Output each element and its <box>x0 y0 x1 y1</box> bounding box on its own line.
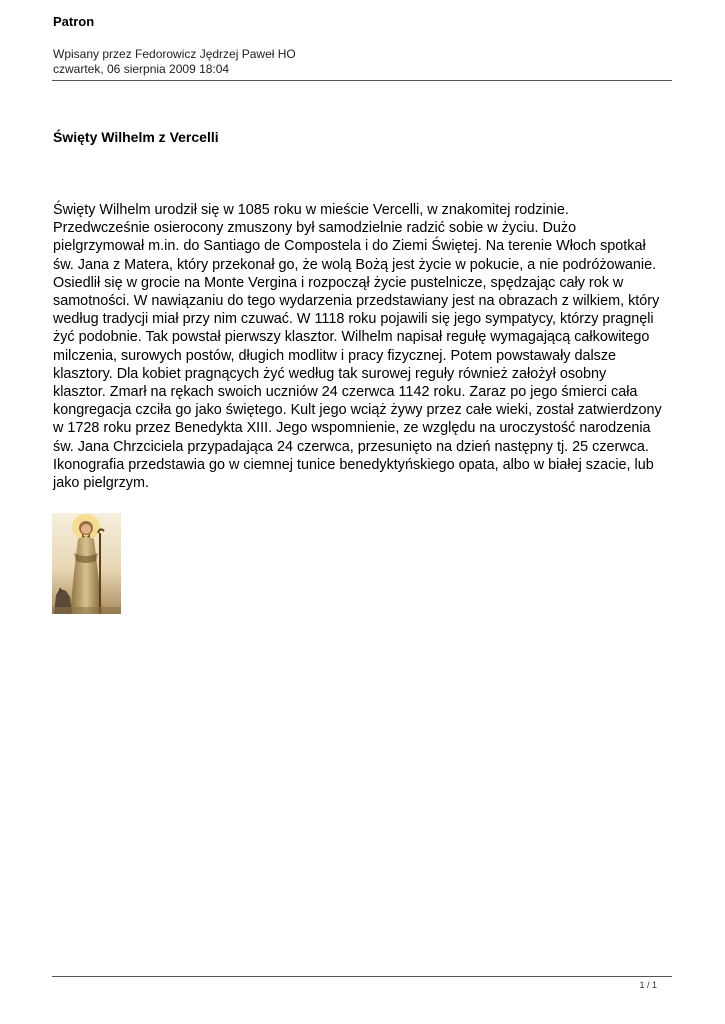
body-line: Przedwcześnie osierocony zmuszony był samodzielnie radzić sobie w życiu. Dużo <box>53 220 577 237</box>
header-divider <box>52 80 672 81</box>
body-line: w 1728 roku przez Benedykta XIII. Jego wspomnienie, ze względu na uroczystość narodzenia <box>53 420 651 437</box>
body-line: jako pielgrzym. <box>53 475 149 492</box>
document-title: Patron <box>53 14 95 29</box>
body-line: Ikonografia przedstawia go w ciemnej tunice benedyktyńskiego opata, albo w białej szacie, lub <box>53 456 654 473</box>
body-line: św. Jana Chrzciciela przypadająca 24 czerwca, przesunięto na dzień następny tj. 25 czerwca. <box>53 438 649 455</box>
author-line: Wpisany przez Fedorowicz Jędrzej Paweł HO <box>53 47 296 61</box>
page-number: 1 / 1 <box>639 980 657 990</box>
date-line: czwartek, 06 sierpnia 2009 18:04 <box>53 62 230 76</box>
article-meta <box>53 47 296 77</box>
article-title: Święty Wilhelm z Vercelli <box>53 129 219 145</box>
body-line: Osiedlił się w grocie na Monte Vergina i rozpoczął życie pustelnicze, spędzając cały rok w <box>53 274 624 291</box>
body-line: kongregacja czciła go jako świętego. Kult jego wciąż żywy przez całe wieki, został zatwierdzony <box>53 402 662 419</box>
body-line: samotności. W nawiązaniu do tego wydarzenia przedstawiany jest na obrazach z wilkiem, który <box>53 293 660 310</box>
footer-divider <box>52 976 672 977</box>
article-body <box>53 201 678 492</box>
body-line: Święty Wilhelm urodził się w 1085 roku w mieście Vercelli, w znakomitej rodzinie. <box>53 202 569 218</box>
saint-image <box>52 513 121 614</box>
body-line: pielgrzymował m.in. do Santiago de Compostela i do Ziemi Świętej. Na terenie Włoch spotkał <box>53 238 646 255</box>
body-line: milczenia, surowych postów, długich modlitw i pracy fizycznej. Potem powstawały dalsze <box>53 347 617 364</box>
body-line: klasztor. Zmarł na rękach swoich uczniów 24 czerwca 1142 roku. Zaraz po jego śmierci cała <box>53 384 638 401</box>
body-line: według tradycji miał przy nim czuwać. W 1118 roku pojawili się jego sympatycy, którzy pragnęli <box>53 311 654 328</box>
body-line: klasztory. Dla kobiet pragnących żyć według tak surowej reguły również założył osobny <box>53 365 607 382</box>
body-line: żyć podobnie. Tak powstał pierwszy klasztor. Wilhelm napisał regułę wymagającą całkowitego <box>53 329 650 346</box>
body-line: św. Jana z Matera, który przekonał go, że wolą Bożą jest życie w pokucie, a nie podróżowanie. <box>53 256 657 273</box>
